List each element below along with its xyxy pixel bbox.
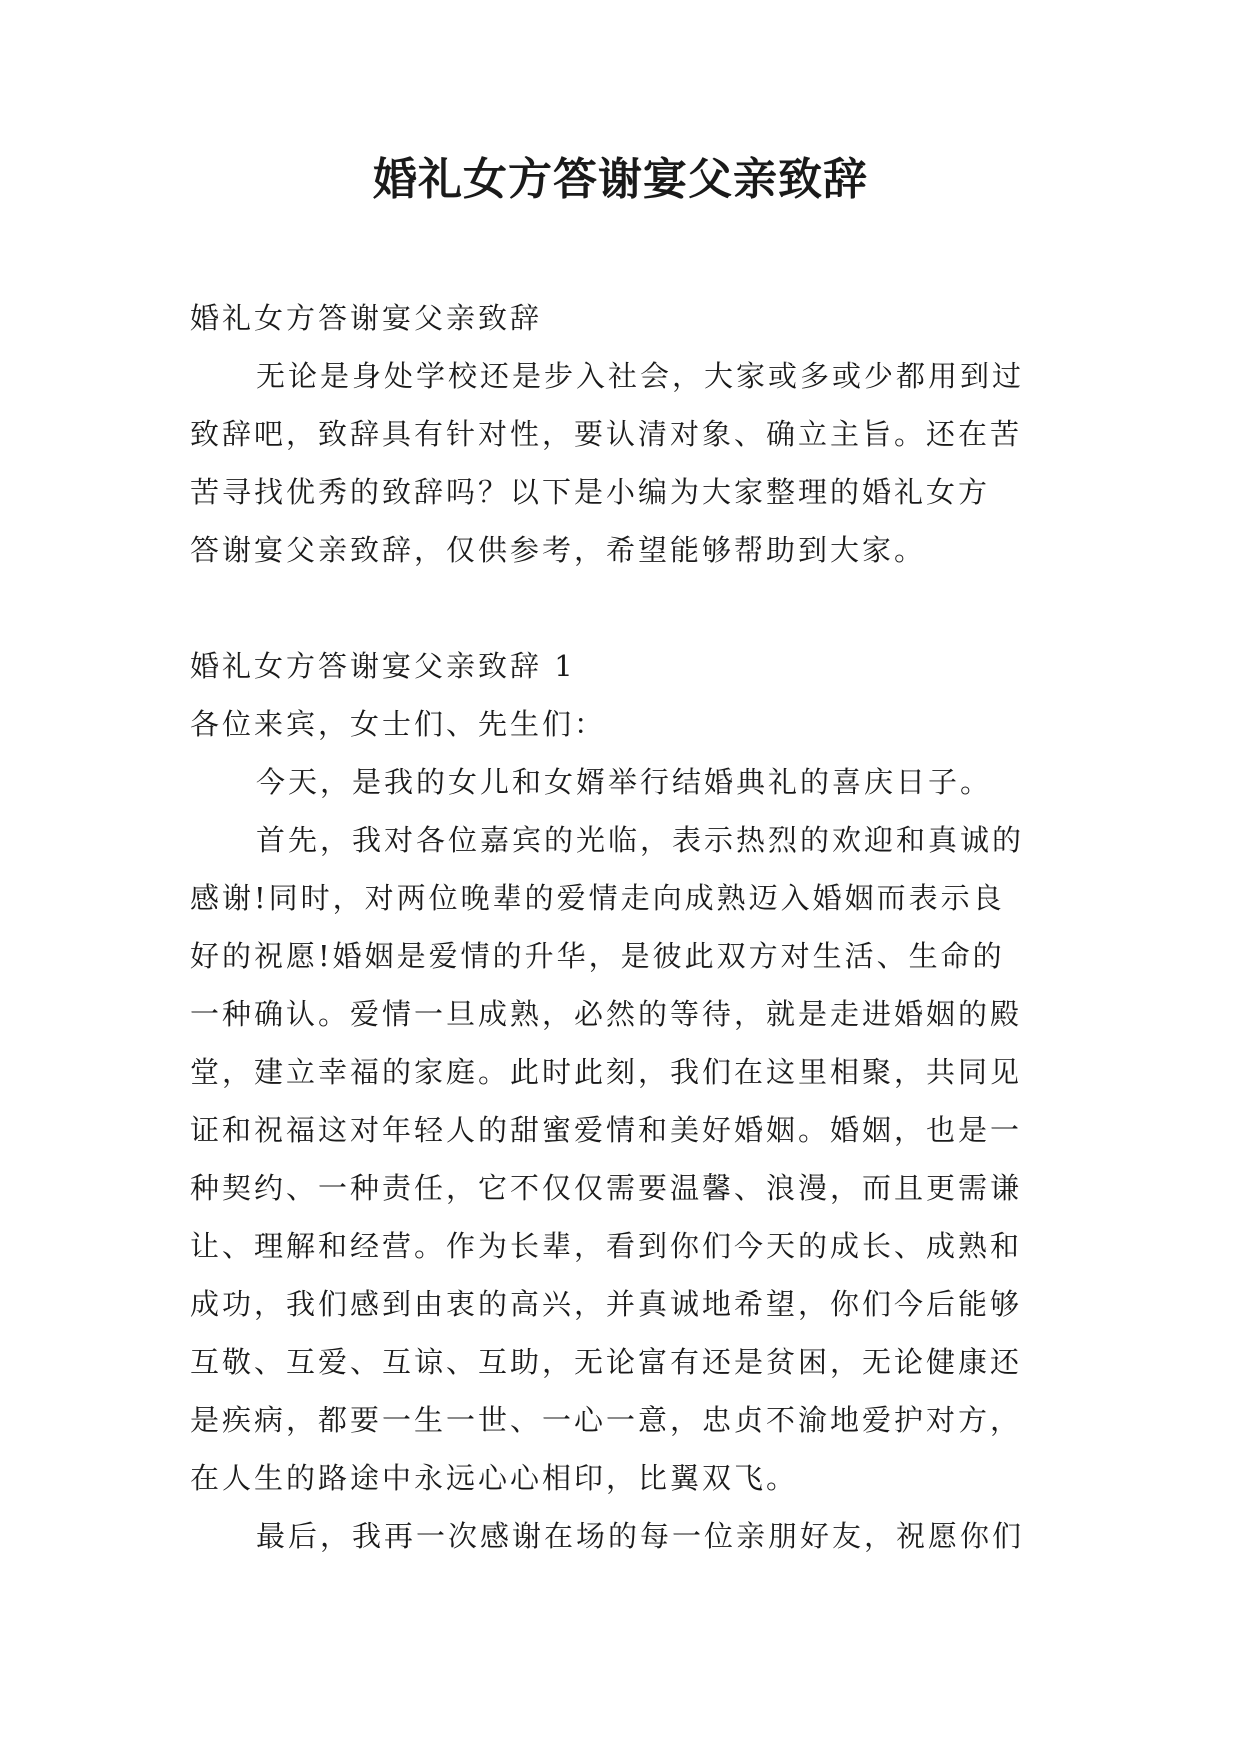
paragraph-line: 最后，我再一次感谢在场的每一位亲朋好友，祝愿你们 [256,1519,1025,1553]
paragraph-line: 首先，我对各位嘉宾的光临，表示热烈的欢迎和真诚的 [256,823,1025,857]
paragraph-line: 堂，建立幸福的家庭。此时此刻，我们在这里相聚，共同见 [190,1055,1023,1089]
paragraph-line: 是疾病，都要一生一世、一心一意，忠贞不渝地爱护对方， [190,1403,1023,1437]
paragraph-line: 互敬、互爱、互谅、互助，无论富有还是贫困，无论健康还 [190,1345,1023,1379]
paragraph-line: 成功，我们感到由衷的高兴，并真诚地希望，你们今后能够 [190,1287,1023,1321]
document-body [190,289,1070,1565]
paragraph-line: 苦寻找优秀的致辞吗？以下是小编为大家整理的婚礼女方 [190,475,991,509]
paragraph-line: 感谢!同时，对两位晚辈的爱情走向成熟迈入婚姻而表示良 [190,881,1005,915]
paragraph-line: 答谢宴父亲致辞，仅供参考，希望能够帮助到大家。 [190,533,927,567]
paragraph-line: 一种确认。爱情一旦成熟，必然的等待，就是走进婚姻的殿 [190,997,1023,1031]
blank-line [190,579,1070,637]
paragraph-line: 证和祝福这对年轻人的甜蜜爱情和美好婚姻。婚姻，也是一 [190,1113,1023,1147]
paragraph-line: 让、理解和经营。作为长辈，看到你们今天的成长、成熟和 [190,1229,1023,1263]
paragraph-line: 致辞吧，致辞具有针对性，要认清对象、确立主旨。还在苦 [190,417,1023,451]
paragraph-line: 好的祝愿!婚姻是爱情的升华，是彼此双方对生活、生命的 [190,939,1005,973]
section-heading: 婚礼女方答谢宴父亲致辞 1 [190,649,576,683]
paragraph-line: 在人生的路途中永远心心相印，比翼双飞。 [190,1461,799,1495]
document-title: 婚礼女方答谢宴父亲致辞 [373,154,868,205]
salutation-line: 各位来宾，女士们、先生们： [190,707,607,741]
paragraph-line: 种契约、一种责任，它不仅仅需要温馨、浪漫，而且更需谦 [190,1171,1023,1205]
paragraph-line: 无论是身处学校还是步入社会，大家或多或少都用到过 [256,359,1025,393]
section-heading: 婚礼女方答谢宴父亲致辞 [190,301,543,335]
paragraph-line: 今天，是我的女儿和女婿举行结婚典礼的喜庆日子。 [256,765,993,799]
